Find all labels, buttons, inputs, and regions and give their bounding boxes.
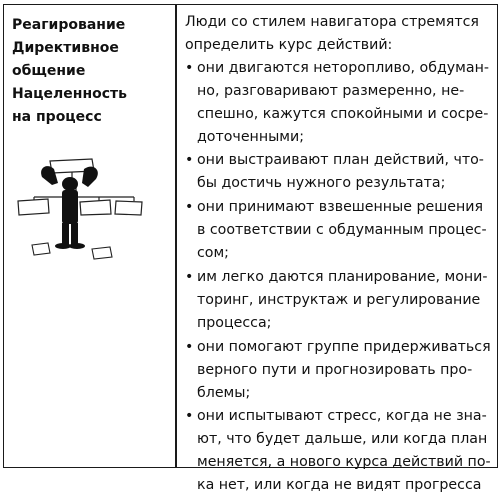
item-line: ют, что будет дальше, или когда план — [197, 431, 488, 448]
list-item — [185, 196, 493, 265]
item-line: процесса; — [197, 314, 272, 331]
list-item — [185, 57, 493, 149]
bullet-mark: • — [185, 59, 194, 76]
right-column — [185, 11, 493, 497]
item-line: верного пути и прогнозировать про- — [197, 361, 473, 378]
list-item — [185, 336, 493, 405]
item-line: сом; — [197, 245, 229, 262]
style-keywords — [12, 14, 127, 129]
item-line: блемы; — [197, 384, 251, 401]
keyword: Реагирование — [12, 17, 126, 33]
keyword: на процесс — [12, 109, 102, 125]
keyword: общение — [12, 63, 86, 79]
item-line: они выстраивают план действий, что- — [197, 152, 484, 169]
item-line: в соответствии с обдуманным процес- — [197, 222, 487, 239]
item-line: бы достичь нужного результата; — [197, 175, 446, 192]
item-line: они испытывают стресс, когда не зна- — [197, 408, 487, 425]
keyword: Нацеленность — [12, 86, 128, 102]
item-line: спешно, кажутся спокойными и сосре- — [197, 105, 489, 122]
item-line: они помогают группе придерживаться — [197, 338, 491, 355]
item-line: но, разговаривают размеренно, не- — [197, 82, 465, 99]
keyword: Директивное — [12, 40, 119, 56]
bullet-mark: • — [185, 338, 194, 355]
list-item — [185, 405, 493, 497]
bullet-mark: • — [185, 408, 194, 425]
list-item — [185, 266, 493, 335]
item-line: они принимают взвешенные решения — [197, 199, 483, 216]
trait-list — [185, 57, 493, 497]
list-item — [185, 149, 493, 195]
item-line: торинг, инструктаж и регулирование — [197, 291, 481, 308]
navigator-figure-illustration — [14, 157, 144, 263]
item-line: доточенными; — [197, 128, 305, 145]
intro-text — [185, 11, 493, 57]
item-line: они двигаются неторопливо, обдуман- — [197, 59, 489, 76]
left-column — [4, 5, 175, 467]
bullet-mark: • — [185, 152, 194, 169]
column-divider — [175, 5, 177, 467]
intro-line: Люди со стилем навигатора стремятся — [185, 14, 479, 30]
table-frame — [3, 4, 498, 494]
bullet-mark: • — [185, 199, 194, 216]
intro-line: определить курс действий: — [185, 36, 393, 53]
item-line: меняется, а нового курса действий по- — [197, 454, 491, 471]
bullet-mark: • — [185, 268, 194, 285]
item-line: ка нет, или когда не видят прогресса — [197, 477, 482, 494]
item-line: им легко даются планирование, мони- — [197, 268, 488, 285]
